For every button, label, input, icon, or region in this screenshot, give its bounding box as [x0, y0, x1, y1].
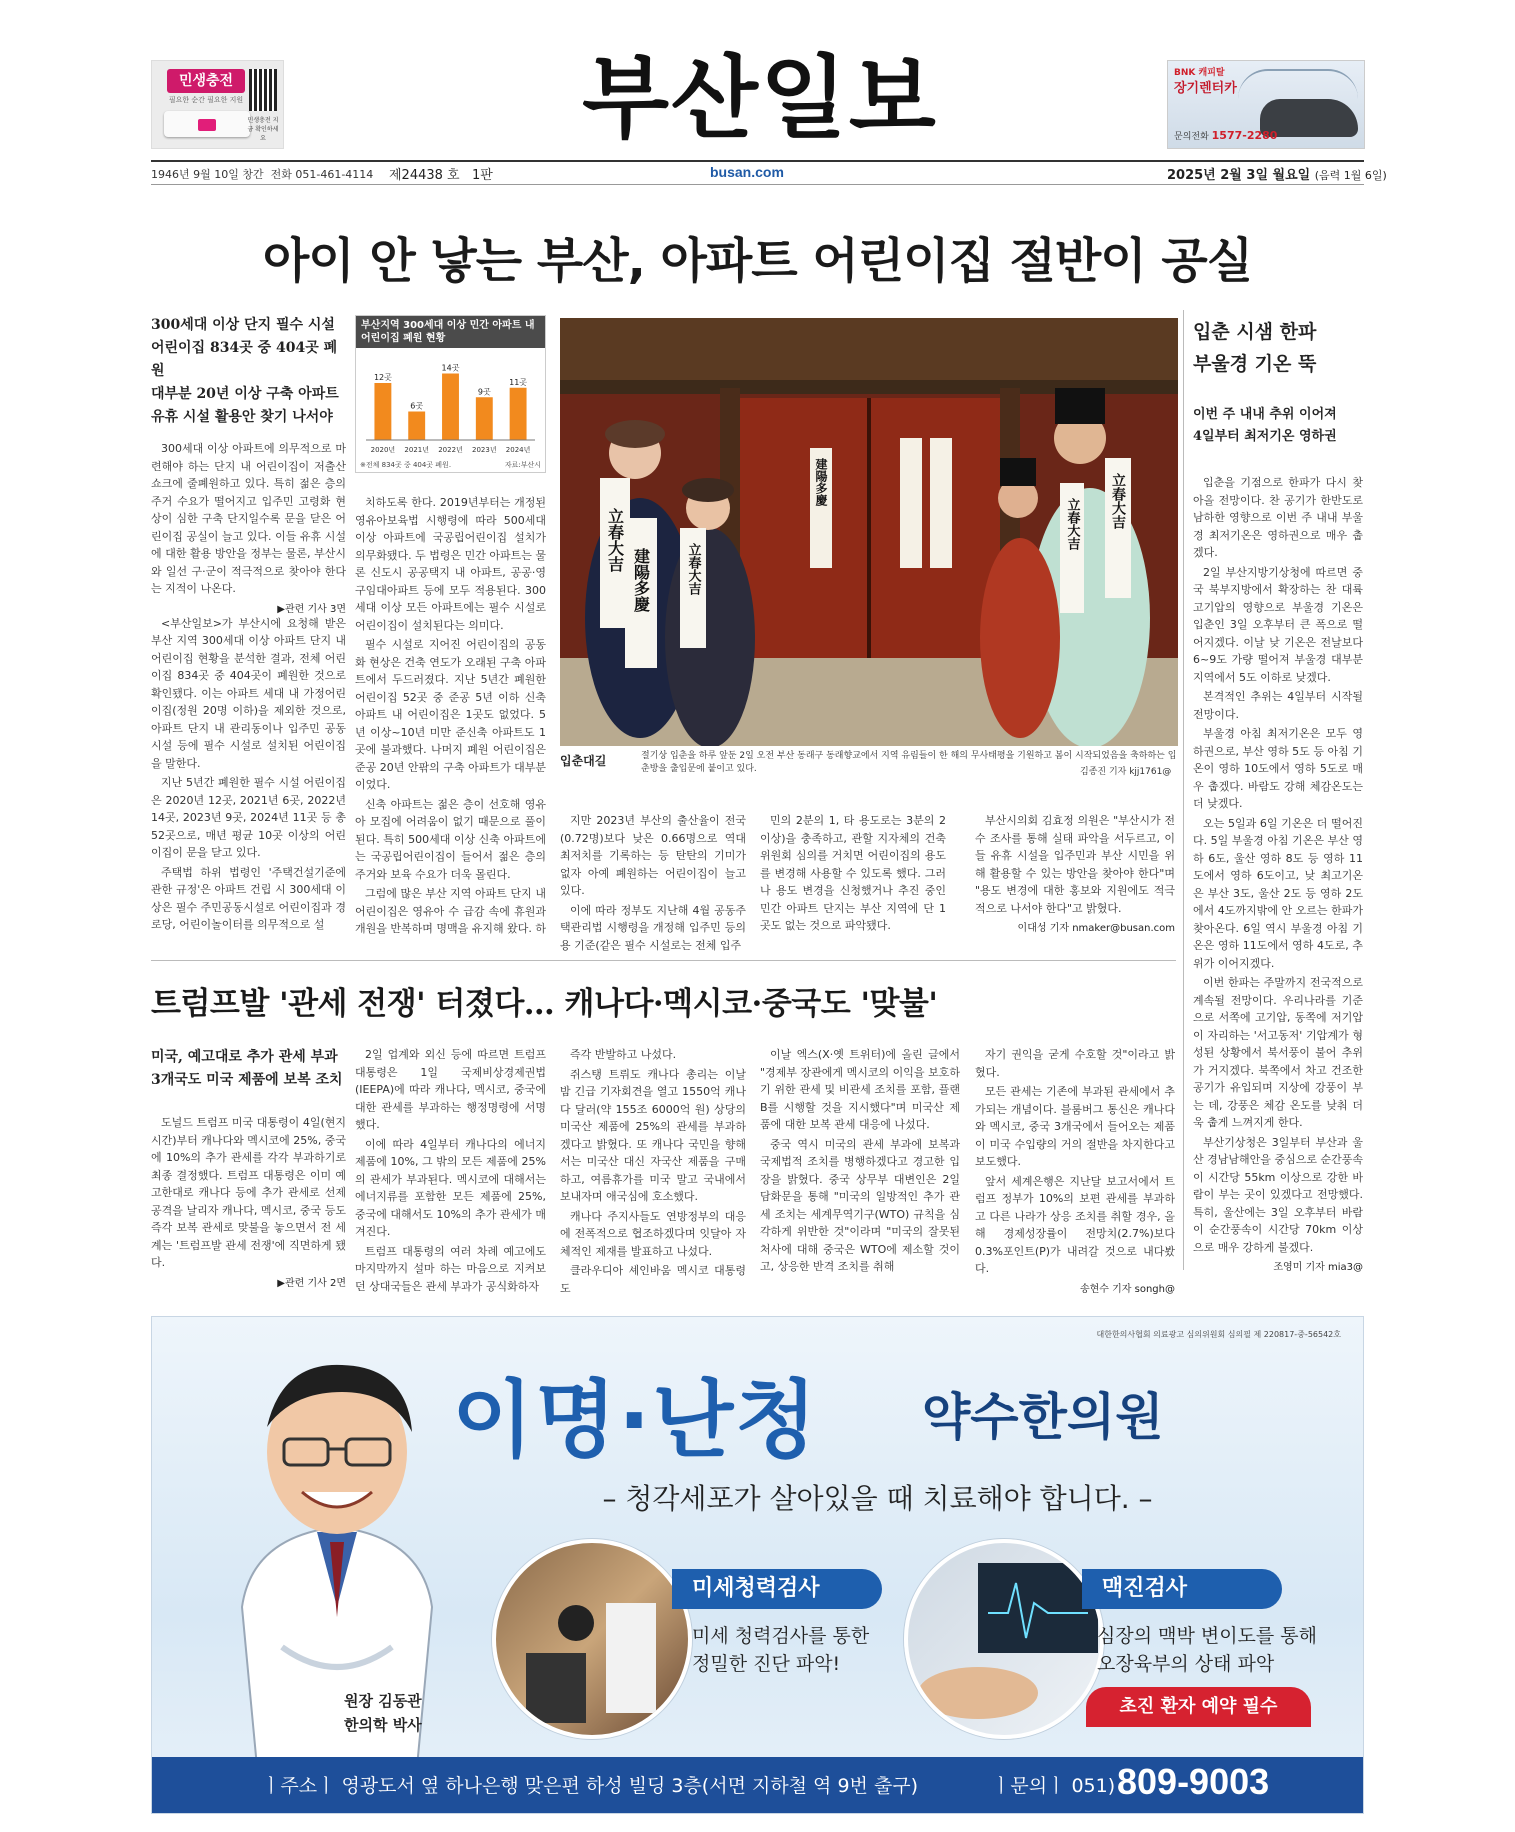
chart-plot	[356, 350, 545, 456]
sidebar-body: 입춘을 기점으로 한파가 다시 찾아올 전망이다. 찬 공기가 한반도로 남하한 영향으로 이번 주 내내 부울경 최저기온은 영하권으로 매우 춥겠다. 2일 부산지방기상청에 따르면 중국 북부지방에서 확장하는 찬 대륙고기압의 영향으로 부울경 기온은 입춘인 3일 오후부터 큰 폭으로 떨어지겠다. 이날 낮 기온은 전날보다 6~9도 가량 떨어져 부울경 대부분 지역에서 5도 이하로 낮겠다. 본격적인 추위는 4일부터 시작될 전망이다. 부울경 아침 최저기온은 모두 영하권으로, 부산 영하 5도 등 아침 기온이 영하 10도에서 영하 5도로 매우 춥겠다. 바람도 강해 체감온도는 더 낮겠다. 오는 5일과 6일 기온은 더 떨어진다. 5일 부울경 아침 기온은 부산 영하 6도, 울산 영하 8도 등 영하 11도에서 영하 6도이고, 낮 최고기온은 부산 3도, 울산 2도 등 영하 2도에서 4도까지밖에 안 오르는 한파가 찾아온다. 6일 역시 부울경 아침 기온은 영하 11도에서 영하 4도로, 추위가 이어지겠다. 이번 한파는 주말까지 전국적으로 계속될 전망이다. 우리나라를 기준으로 서쪽에 고기압, 동쪽에 저기압이 자리하는 '서고동저' 기압계가 형성된 상황에서 북서풍이 불어 추위가 거지겠다. 북쪽에서 차고 건조한 공기가 유입되며 지상에 강풍이 부는 데, 강풍은 체감 온도를 낮춰 더욱 춥게 느껴지게 한다. 부산기상청은 3일부터 부산과 울산 경남남해안을 중심으로 순간풍속이 시간당 55km 이상으로 강한 바람이 부는 곳이 있겠다고 전망했다. 특히, 울산에는 3일 오후부터 바람이 순간풍속이 시간당 70km 이상으로 매우 강하게 불겠다. 조영미 기자 mia3@	[1193, 476, 1363, 1273]
article2-col3: 즉각 반발하고 나섰다. 쥐스탱 트뤼도 캐나다 총리는 이날 밤 긴급 기자회견을 열고 1550억 캐나다 달러(약 155조 6000억 원) 상당의 미국산 제품에 25%의 관세를 부과하겠다고 밝혔다. 또 캐나다 국민을 향해서는 미국산 대신 자국산 제품을 구매하고, 여름휴가를 미국 말고 국내에서 보내자며 애국심에 호소했다. 캐나다 주지사들도 연방정부의 대응에 전폭적으로 협조하겠다며 잇달아 자체적인 제재를 발표하고 나섰다. 클라우디아 셰인바움 멕시코 대통령도	[560, 1048, 746, 1295]
ad-title-main: 이명·난청	[452, 1371, 819, 1469]
article2-headline[interactable]: 트럼프발 '관세 전쟁' 터졌다… 캐나다·멕시코·중국도 '맞불'	[151, 986, 938, 1022]
article2-byline: 송현수 기자 songh@	[1079, 1283, 1175, 1295]
chart-bar-2020년	[374, 383, 391, 440]
chart-value-label: 6곳	[410, 401, 424, 411]
ad-bnk-product: 장기렌터카	[1174, 81, 1237, 96]
ad-minsaeng-sub: 필요한 순간 필요한 지원	[168, 96, 244, 104]
qr-label: 민생충전 지금 확인하세요	[247, 117, 279, 142]
chart-category-label: 2022년	[438, 446, 463, 454]
ad-title-clinic: 약수한의원	[922, 1388, 1164, 1446]
reservation-badge: 초진 환자 예약 필수	[1086, 1687, 1311, 1727]
scroll-5: 立春大吉	[1064, 498, 1080, 550]
article1-col4: 민의 2분의 1, 타 용도로는 3분의 2 이상)을 충족하고, 관할 지자체의 건축위원회 심의를 거치면 어린이집의 용도를 변경해 사용할 수 있도록 했다. 그러나 용도 변경을 신청했거나 추진 중인 민간 아파트 단지는 부산 지역에 단 1곳도 없는 것으로 파악됐다.	[760, 814, 946, 932]
sidebar-byline: 조영미 기자 mia3@	[1273, 1262, 1363, 1273]
chart-bar-2024년	[510, 388, 527, 440]
chart-value-label: 9곳	[477, 387, 491, 397]
ad-minsaeng-badge: 민생충전	[167, 69, 245, 93]
article1-col5: 부산시의회 김효정 의원은 "부산시가 전수 조사를 통해 실태 파악을 서두르고, 이들 유휴 시설을 입주민과 부산 시민을 위해 활용할 수 있는 방안을 찾아야 한다"며 "용도 변경에 대한 홍보와 지원에도 적극적으로 나서야 한다"고 밝혔다. 이대성 기자 nmaker@busan.com	[975, 814, 1175, 934]
ad-tagline: – 청각세포가 살아있을 때 치료해야 합니다. –	[602, 1482, 1153, 1515]
article2-col5: 자기 권익을 굳게 수호할 것"이라고 밝혔다. 모든 관세는 기존에 부과된 관세에서 추가되는 개념이다. 블룸버그 통신은 캐나다와 멕시코, 중국 3개국에서 들어오는 제품이 미국 수입량의 거의 절반을 차지한다고 보도했다. 앞서 세계은행은 지난달 보고서에서 트럼프 정부가 10%의 보편 관세를 부과하고 다른 나라가 상응 조치를 취할 경우, 올해 경제성장률이 전망치(2.7%)보다 0.3%포인트(P)가 내려갈 것으로 내다봤다. 송현수 기자 songh@	[975, 1048, 1175, 1295]
ad-yaksu-clinic[interactable]	[151, 1316, 1364, 1814]
ad-bnk-tel: 문의전화 1577-2280	[1174, 129, 1278, 142]
masthead-site-link[interactable]: busan.com	[710, 164, 784, 180]
pulse-test-photo-scene	[908, 1543, 1104, 1739]
chart-bar-2021년	[408, 412, 425, 441]
service-pulse-test: 맥진검사	[1082, 1569, 1282, 1609]
chart-value-label: 14곳	[441, 363, 460, 373]
clinic-inquiry-label: ㅣ문의ㅣ 051)	[992, 1775, 1116, 1797]
chart-category-label: 2020년	[370, 446, 396, 454]
photo-ipchun-scene	[560, 318, 1178, 746]
chart-value-label: 12곳	[373, 373, 392, 382]
sidebar-headline[interactable]: 입춘 시샘 한파 부울경 기온 뚝	[1193, 321, 1317, 375]
doctor-name: 원장 김동관 한의학 박사	[344, 1692, 422, 1734]
article1-subheads: 300세대 이상 단지 필수 시설 어린이집 834곳 중 404곳 폐원 대부분 20년 이상 구축 아파트 유휴 시설 활용안 찾기 나서야	[151, 317, 339, 425]
photo-credit: 김종진 기자 kjj1761@	[1080, 767, 1172, 777]
photo-ipchun[interactable]	[560, 318, 1178, 746]
ad-legal-note: 대한한의사협회 의료광고 심의위원회 심의필 제 220817-중-56542호	[1096, 1330, 1341, 1339]
article2-col1: 도널드 트럼프 미국 대통령이 4일(현지 시간)부터 캐나다와 멕시코에 25%, 중국에 10%의 추가 관세를 각각 부과하기로 최종 결정했다. 트럼프 대통령은 이미 예고한대로 캐나다 등에 추가 관세로 선제 공격을 날리자 캐나다, 멕시코, 중국 등도 즉각 보복 관세로 맞불을 놓으면서 전 세계는 '트럼프발 관세 전쟁'에 직면하게 됐다. ▶관련 기사 2면	[151, 1116, 346, 1289]
chart-category-label: 2024년	[505, 446, 531, 454]
article1-col1: 300세대 이상 아파트에 의무적으로 마련해야 하는 단지 내 어린이집이 저출산 쇼크에 줄폐원하고 있다. 특히 젊은 층의 주거 수요가 떨어지고 입주민 고령화 현상이 심한 구축 단지일수록 문을 닫은 어린이집 공실이 늘고 있다. 이들 유휴 시설에 대한 활용 방안을 정부는 물론, 부산시와 일선 구·군이 적극적으로 찾아야 한다는 지적이 나온다. ▶관련 기사 3면 <부산일보>가 부산시에 요청해 받은 부산 지역 300세대 이상 아파트 단지 내 어린이집 현황을 분석한 결과, 전체 어린이집 834곳 중 404곳이 폐원한 것으로 확인됐다. 이는 아파트 세대 내 가정어린이집(정원 20명 이하)을 제외한 것으로, 아파트 단지 내 관리동이나 입주민 공동시설 등에 필수 시설로 설치된 어린이집을 말한다. 지난 5년간 폐원한 필수 시설 어린이집은 2020년 12곳, 2021년 6곳, 2022년 14곳, 2023년 9곳, 2024년 11곳 등 총 52곳으로, 매년 평균 10곳 이상의 어린이집이 문을 닫고 있다. 주택법 하위 법령인 '주택건설기준에 관한 규정'은 아파트 건립 시 300세대 이상은 필수 주민공동시설로 어린이집과 경로당, 어린이놀이터를 의무적으로 설	[151, 442, 346, 931]
pulse-test-photo	[904, 1539, 1104, 1739]
article1-col3: 지만 2023년 부산의 출산율이 전국(0.72명)보다 낮은 0.66명으로 역대 최저치를 기록하는 등 탄탄의 기미가 없자 아예 폐원하는 어린이집이 늘고 있다. 이에 따라 정부도 지난해 4월 공동주택관리법 시행령을 개정해 입주민 등의 용 기준(같은 필수 시설로는 전체 입주	[560, 814, 746, 952]
chart-note: ※전체 834곳 중 404곳 폐원.	[360, 461, 452, 469]
scroll-2: 建陽多慶	[631, 548, 651, 612]
service-pulse-desc: 심장의 맥박 변이도를 통해 오장육부의 상태 파악	[1097, 1625, 1318, 1675]
service-hearing-test: 미세청력검사	[672, 1569, 882, 1609]
newspaper-title: 부산일보	[582, 46, 938, 151]
ad-bnk-brand: BNK 캐피탈	[1174, 68, 1225, 78]
chart-category-label: 2021년	[404, 446, 429, 454]
charger-device-icon	[164, 111, 250, 137]
photo-label: 입춘대길	[560, 754, 607, 768]
sidebar-divider	[1183, 310, 1184, 1270]
hearing-test-photo-scene	[496, 1543, 692, 1739]
chart-category-label: 2023년	[472, 446, 497, 454]
masthead-founded: 1946년 9월 10일 창간 전화 051-461-4114	[151, 168, 374, 181]
clinic-phone[interactable]: 809-9003	[1117, 1761, 1270, 1802]
masthead-issue: 제24438 호 1판	[389, 168, 493, 183]
scroll-4: 建陽多慶	[814, 458, 828, 506]
ad-minsaeng[interactable]	[151, 60, 284, 149]
article1-headline[interactable]: 아이 안 낳는 부산, 아파트 어린이집 절반이 공실	[262, 233, 1253, 289]
ad-bnk-capital[interactable]	[1167, 60, 1365, 149]
chart-title: 부산지역 300세대 이상 민간 아파트 내 어린이집 폐원 현황	[356, 316, 545, 348]
chart-bar-2022년	[442, 374, 459, 441]
clinic-address: ㅣ주소ㅣ 영광도서 옆 하나은행 맞은편 하성 빌딩 3층(서면 지하철 역 9번 출구)	[262, 1775, 919, 1797]
photo-caption: 절기상 입춘을 하루 앞둔 2일 오전 부산 동래구 동래향교에서 지역 유림들이 한 해의 무사태평을 기원하고 봄이 시작되었음을 축하하는 입춘방을 출입문에 붙이고 있다.	[641, 751, 1177, 774]
hearing-test-photo	[492, 1539, 692, 1739]
sidebar-subhead: 이번 주 내내 추위 이어져 4일부터 최저기온 영하권	[1193, 407, 1337, 444]
ad-contact-bar	[152, 1757, 1363, 1813]
article2-col4: 이날 엑스(X·옛 트위터)에 올린 글에서 "경제부 장관에게 멕시코의 이익을 보호하기 위한 관세 및 비관세 조치를 포함, 플랜B를 시행할 것을 지시했다"며 미국산 제품에 대한 보복 관세 대응에 나섰다. 중국 역시 미국의 관세 부과에 보복과 국제법적 조치를 병행하겠다고 경고한 입장을 밝혔다. 중국 상무부 대변인은 2일 담화문을 통해 "미국의 일방적인 추가 관세 조치는 세계무역기구(WTO) 규칙을 심각하게 위반한 것"이라며 "미국의 잘못된 처사에 대해 중국은 WTO에 제소할 것이고, 상응한 반격 조치를 취해	[760, 1048, 960, 1273]
article2-related-link[interactable]: ▶관련 기사 2면	[277, 1277, 346, 1289]
masthead-rule	[151, 160, 1364, 162]
masthead-rule-2	[151, 184, 1364, 185]
article1-col2: 치하도록 한다. 2019년부터는 개정된 영유아보육법 시행령에 따라 500세대 이상 아파트에 국공립어린이집 설치가 의무화됐다. 두 법령은 민간 아파트는 물론 신도시 공공택지 내 아파트, 공공·영구임대아파트 등에 모두 적용된다. 300세대 이상 모든 아파트에는 필수 시설로 어린이집이 설치된다는 의미다. 필수 시설로 지어진 어린이집의 공동화 현상은 건축 연도가 오래된 구축 아파트에서 두드러졌다. 지난 5년간 폐원한 어린이집 52곳 중 준공 5년 이하 신축 아파트 내 어린이집은 1곳도 없었다. 5년 이상~10년 미만 준신축 아파트도 1곳에 불과했다. 나머지 폐원 어린이집은 준공 20년 안팎의 구축 아파트가 대부분이었다. 신축 아파트는 젊은 층이 선호해 영유아 모집에 어려움이 없기 때문으로 풀이된다. 특히 500세대 이상 신축 아파트에는 국공립어린이집이 들어서 젊은 층의 주거와 보육 수요가 더욱 몰린다. 그럼에 많은 부산 지역 아파트 단지 내 어린이집은 영유아 수 급감 속에 휴원과 개원을 반복하며 명맥을 유지해 왔다. 하	[355, 496, 546, 935]
closure-chart	[355, 315, 546, 473]
article2-rule	[151, 960, 1176, 961]
article2-subheads: 미국, 예고대로 추가 관세 부과 3개국도 미국 제품에 보복 조치	[151, 1049, 343, 1088]
chart-source: 자료:부산시	[504, 461, 541, 469]
scroll-1: 立春大吉	[605, 508, 625, 572]
chart-value-label: 11곳	[509, 377, 528, 387]
qr-code-icon[interactable]	[249, 69, 277, 111]
scroll-6: 立春大吉	[1110, 473, 1126, 529]
bridge-icon	[1238, 69, 1358, 99]
related-article-link[interactable]: ▶관련 기사 3면	[277, 603, 346, 615]
article1-byline: 이대성 기자 nmaker@busan.com	[1017, 923, 1175, 934]
chart-bar-2023년	[476, 397, 493, 440]
article2-col2: 2일 업계와 외신 등에 따르면 트럼프 대통령은 1일 국제비상경제권법(IEEPA)에 따라 캐나다, 멕시코, 중국에 대한 관세를 부과하는 행정명령에 서명했다. 이에 따라 4일부터 캐나다의 에너지 제품에 10%, 그 밖의 모든 제품에 25%의 관세가 부과된다. 멕시코에 대해서는 에너지류를 포함한 모든 제품에 25%, 중국에 대해서도 10%의 추가 관세가 매겨진다. 트럼프 대통령의 여러 차례 예고에도 마지막까지 설마 하는 마음으로 지켜보던 상대국들은 관세 부과가 공식화하자	[355, 1048, 546, 1293]
scroll-3: 立春大吉	[685, 543, 701, 595]
masthead-date: 2025년 2월 3일 월요일 (음력 1월 6일)	[1167, 168, 1387, 183]
service-hearing-desc: 미세 청력검사를 통한 정밀한 진단 파악!	[692, 1625, 870, 1675]
